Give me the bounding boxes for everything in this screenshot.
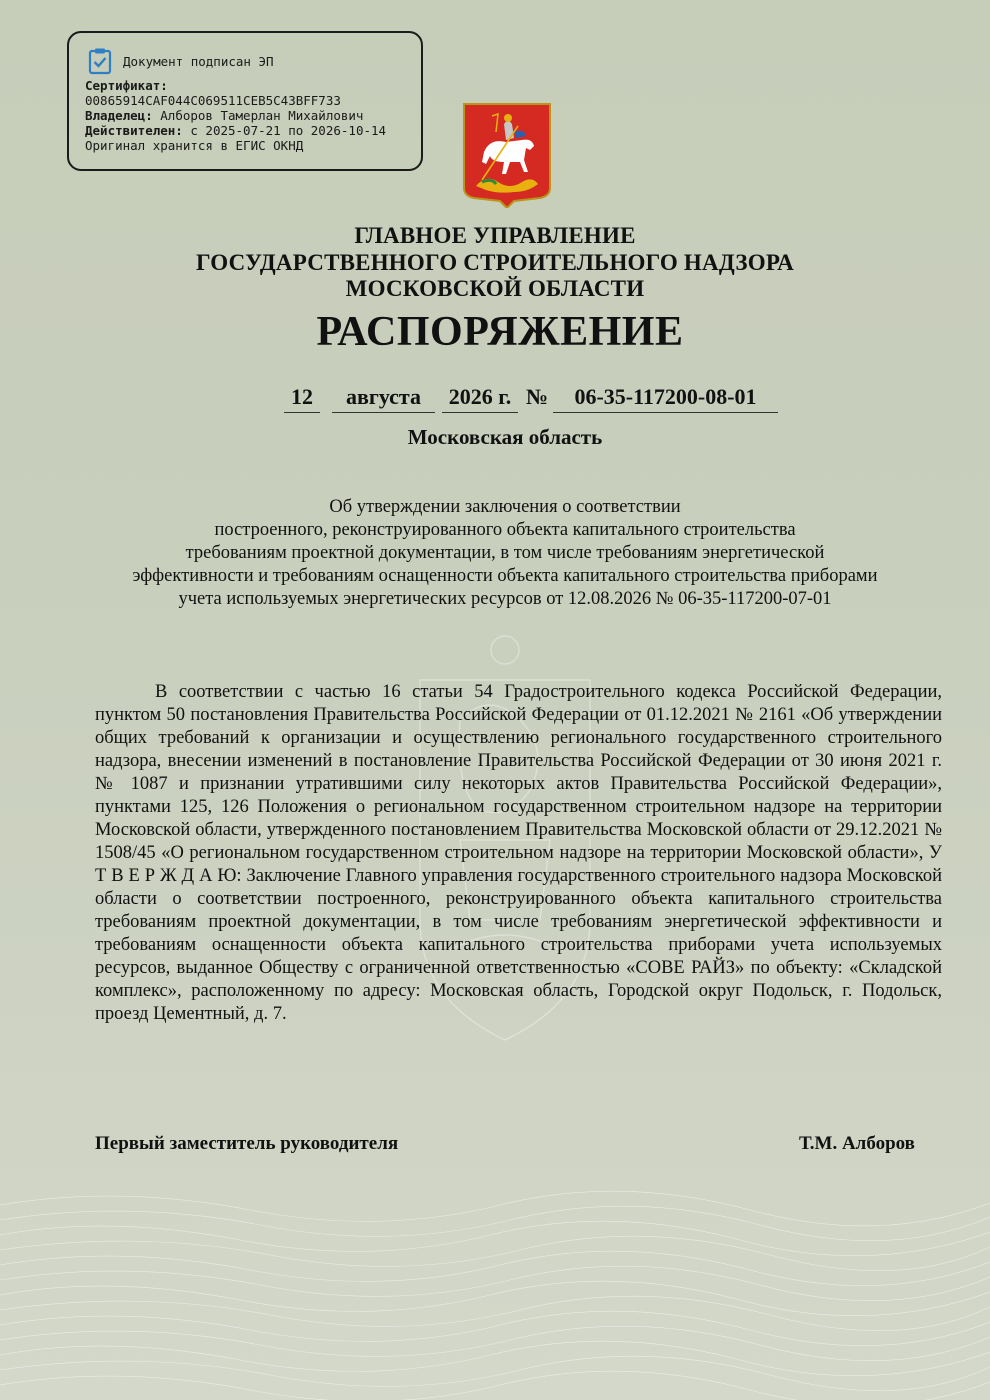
org-name-line-2: ГОСУДАРСТВЕННОГО СТРОИТЕЛЬНОГО НАДЗОРА [196, 250, 794, 275]
valid-label: Действителен: [85, 123, 183, 138]
subject-line: учета используемых энергетических ресурсов от 12.08.2026 № 06-35-117200-07-01 [178, 589, 832, 609]
document-number: 06-35-117200-08-01 [553, 384, 778, 413]
date-number-row [0, 384, 990, 414]
signatory-position: Первый заместитель руководителя [95, 1133, 399, 1154]
subject-line: Об утверждении заключения о соответствии [329, 497, 681, 517]
owner-label: Владелец: [85, 108, 153, 123]
document-subject [60, 496, 950, 611]
document-type-title: РАСПОРЯЖЕНИЕ [316, 309, 684, 355]
cert-value: 00865914CAF044C069511CEB5C43BFF733 [85, 93, 341, 108]
valid-value: с 2025-07-21 по 2026-10-14 [190, 123, 387, 138]
signatory-name: Т.М. Алборов [799, 1133, 915, 1154]
subject-line: требованиям проектной документации, в том числе требованиям энергетической [185, 543, 825, 563]
order-body-text: В соответствии с частью 16 статьи 54 Градостроительного кодекса Российской Федерации, пунктом 50 постановления Правительства Российской Федерации от 01.12.2021 № 2161 «Об утверждении общих требований к организации и осуществлению регионального государственного строительного надзора, внесении изменений в постановление Правительства Российской Федерации от 30 июня 2021 г. № 1087 и признании утратившими силу некоторых актов Правительства Российской Федерации», пунктами 125, 126 Положения о региональном государственном строительном надзоре на территории Московской области, утвержденного постановлением Правительства Московской области от 29.12.2021 № 1508/45 «О региональном государственном строительном надзоре на территории Московской области», У Т В Е Р Ж Д А Ю: Заключение Главного управления государственного строительного надзора Московской области о соответствии построенного, реконструированного объекта капитального строительства требованиям проектной документации, в том числе требованиям энергетической эффективности и требованиям оснащенности объекта капитального строительства приборами учета используемых ресурсов, выданное Обществу с ограниченной ответственностью «СОВЕ РАЙЗ» по объекту: «Складской комплекс», расположенному по адресу: Московская область, Городской округ Подольск, г. Подольск, проезд Цементный, д. 7. [95, 682, 942, 1024]
number-sign: № [525, 384, 549, 409]
coat-of-arms-emblem [462, 102, 552, 208]
stamp-header [87, 47, 421, 75]
org-name-line-1: ГЛАВНОЕ УПРАВЛЕНИЕ [354, 223, 636, 248]
date-month: августа [332, 384, 435, 413]
stamp-header-text: Документ подписан ЭП [123, 53, 274, 69]
e-signature-stamp [67, 31, 423, 171]
owner-value: Алборов Тамерлан Михайлович [160, 108, 364, 123]
region-label: Московская область [407, 425, 603, 449]
subject-line: эффективности и требованиям оснащенности объекта капитального строительства приборами [132, 566, 878, 586]
cert-label: Сертификат: [85, 78, 168, 93]
org-name-line-3: МОСКОВСКОЙ ОБЛАСТИ [345, 276, 645, 301]
subject-line: построенного, реконструированного объекта капитального строительства [214, 520, 796, 540]
security-wave-pattern [0, 1185, 990, 1400]
date-year: 2026 г. [442, 384, 518, 413]
date-day: 12 [284, 384, 320, 413]
original-note: Оригинал хранится в ЕГИС ОКНД [85, 138, 304, 153]
clipboard-check-icon [87, 47, 113, 75]
